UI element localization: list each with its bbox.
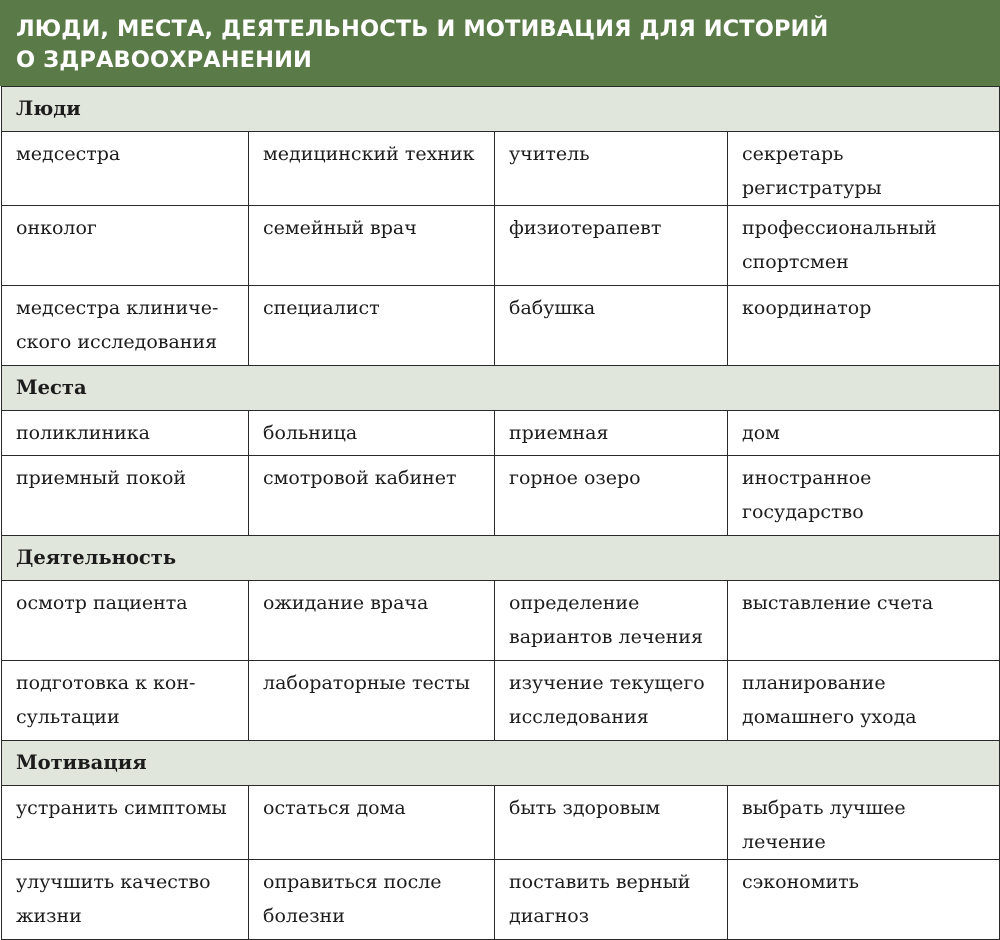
healthcare-stories-table: [1, 86, 1000, 940]
table-cell: определение вариантов лечения: [495, 581, 728, 661]
section-header-activity: [2, 536, 1000, 581]
table-cell: специалист: [249, 286, 495, 366]
table-cell: изучение текущего исследования: [495, 661, 728, 741]
table-cell: ожидание врача: [249, 581, 495, 661]
table-cell: выбрать лучшее лечение: [728, 786, 1000, 860]
table-cell: семейный врач: [249, 206, 495, 286]
table-cell: медсестра: [2, 132, 249, 206]
section-label: Люди: [2, 87, 1000, 132]
table-cell: приемная: [495, 411, 728, 456]
section-label: Деятельность: [2, 536, 1000, 581]
table-cell: горное озеро: [495, 456, 728, 536]
table-title-line-1: ЛЮДИ, МЕСТА, ДЕЯТЕЛЬНОСТЬ И МОТИВАЦИЯ ДЛЯ ИСТОРИЙ: [16, 16, 829, 42]
table-cell: подготовка к кон-сультации: [2, 661, 249, 741]
table-cell: медсестра клиниче-ского исследования: [2, 286, 249, 366]
table-row: [2, 661, 1000, 741]
table-cell: физиотерапевт: [495, 206, 728, 286]
table-row: [2, 411, 1000, 456]
table-row: [2, 581, 1000, 661]
table-cell: больница: [249, 411, 495, 456]
table-cell: онколог: [2, 206, 249, 286]
table-cell: устранить симптомы: [2, 786, 249, 860]
section-label: Места: [2, 366, 1000, 411]
table-cell: остаться дома: [249, 786, 495, 860]
table-cell: выставление счета: [728, 581, 1000, 661]
table-cell: медицинский техник: [249, 132, 495, 206]
section-header-motivation: [2, 741, 1000, 786]
section-header-places: [2, 366, 1000, 411]
table-cell: поликлиника: [2, 411, 249, 456]
table-row: [2, 456, 1000, 536]
table-cell: учитель: [495, 132, 728, 206]
table-cell: дом: [728, 411, 1000, 456]
table-cell: поставить верный диагноз: [495, 860, 728, 940]
table-cell: сэкономить: [728, 860, 1000, 940]
table-cell: иностранное государство: [728, 456, 1000, 536]
section-header-people: [2, 87, 1000, 132]
table-row: [2, 786, 1000, 860]
table-row: [2, 860, 1000, 940]
table-cell: смотровой кабинет: [249, 456, 495, 536]
table-cell: координатор: [728, 286, 1000, 366]
table-cell: лабораторные тесты: [249, 661, 495, 741]
table-cell: профессиональный спортсмен: [728, 206, 1000, 286]
table-cell: приемный покой: [2, 456, 249, 536]
table-row: [2, 132, 1000, 206]
table-cell: бабушка: [495, 286, 728, 366]
section-label: Мотивация: [2, 741, 1000, 786]
table-row: [2, 206, 1000, 286]
table-cell: быть здоровым: [495, 786, 728, 860]
table-title: [0, 0, 1000, 86]
table-title-line-2: О ЗДРАВООХРАНЕНИИ: [16, 47, 312, 73]
table-cell: планирование домашнего ухода: [728, 661, 1000, 741]
table-cell: секретарь регистратуры: [728, 132, 1000, 206]
table-row: [2, 286, 1000, 366]
table-cell: улучшить качество жизни: [2, 860, 249, 940]
table-cell: осмотр пациента: [2, 581, 249, 661]
table-cell: оправиться после болезни: [249, 860, 495, 940]
